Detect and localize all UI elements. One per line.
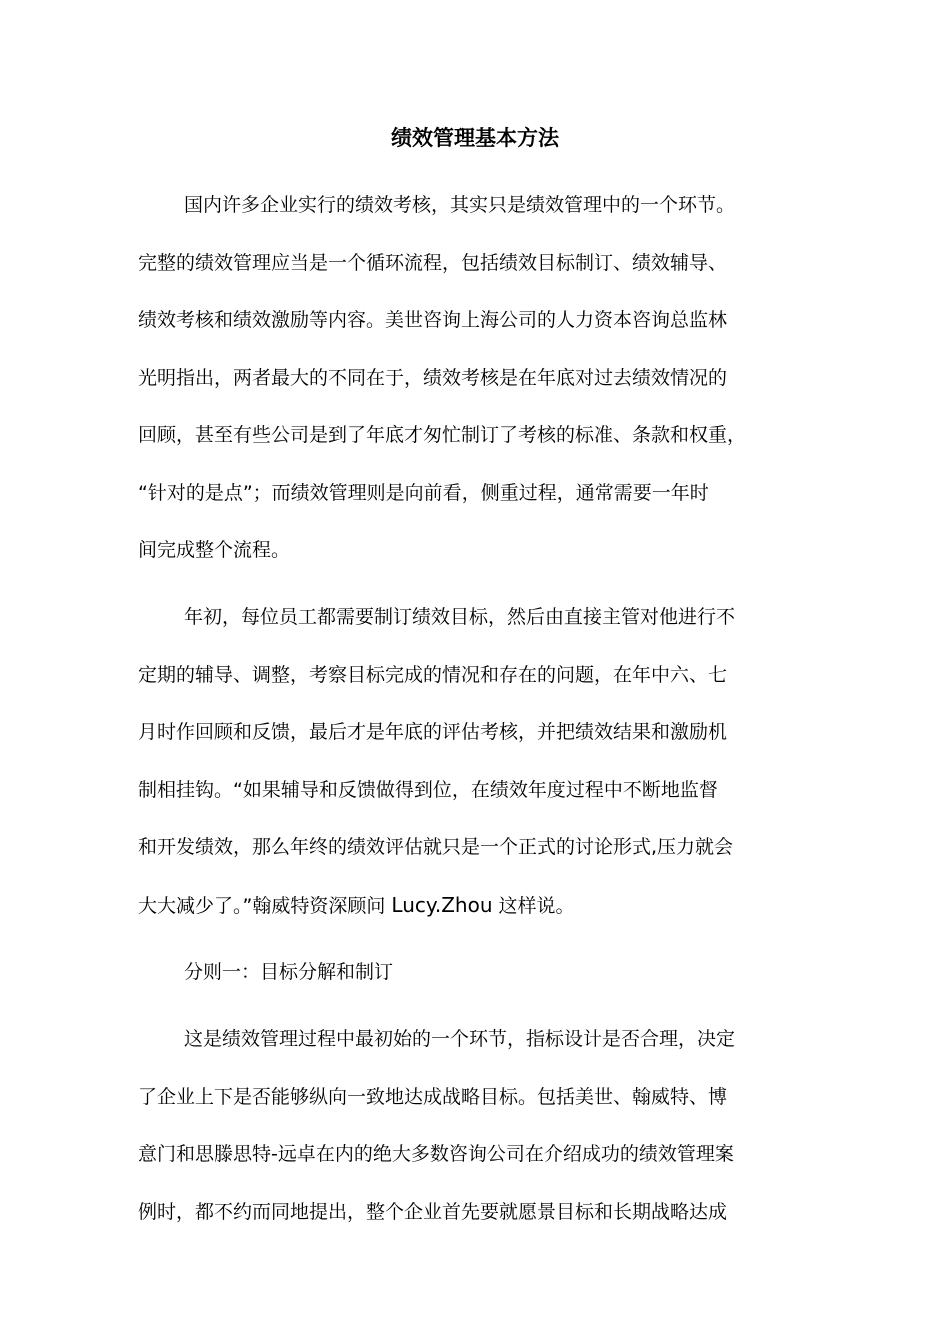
- paragraph-2-line-4: 制相挂钩。“如果辅导和反馈做得到位，在绩效年度过程中不断地监督: [138, 779, 718, 801]
- paragraph-1-line-6: “针对的是点”；而绩效管理则是向前看，侧重过程，通常需要一年时: [138, 482, 709, 504]
- paragraph-2-line-6-text-before: 大大减少了。”翰威特资深顾问: [138, 895, 386, 917]
- document-title: 绩效管理基本方法: [391, 126, 559, 150]
- paragraph-1-line-1: 国内许多企业实行的绩效考核，其实只是绩效管理中的一个环节。: [184, 194, 736, 216]
- paragraph-3-line-3: 意门和思滕思特-远卓在内的绝大多数咨询公司在介绍成功的绩效管理案: [138, 1143, 734, 1165]
- paragraph-3-line-2: 了企业上下是否能够纵向一致地达成战略目标。包括美世、翰威特、博: [138, 1086, 728, 1108]
- paragraph-3-line-1: 这是绩效管理过程中最初始的一个环节，指标设计是否合理，决定: [184, 1028, 736, 1050]
- paragraph-2-line-6: [138, 891, 575, 920]
- paragraph-1-line-4: 光明指出，两者最大的不同在于，绩效考核是在年底对过去绩效情况的: [138, 367, 728, 389]
- consultant-name: Lucy.Zhou: [391, 893, 493, 917]
- paragraph-2-line-2: 定期的辅导、调整，考察目标完成的情况和存在的问题，在年中六、七: [138, 664, 728, 686]
- paragraph-1-line-2: 完整的绩效管理应当是一个循环流程，包括绩效目标制订、绩效辅导、: [138, 252, 728, 274]
- paragraph-2-line-1: 年初，每位员工都需要制订绩效目标，然后由直接主管对他进行不: [184, 606, 736, 628]
- paragraph-3-line-4: 例时，都不约而同地提出，整个企业首先要就愿景目标和长期战略达成: [138, 1201, 728, 1223]
- section-heading-1: 分则一：目标分解和制订: [184, 961, 394, 983]
- paragraph-1-line-3: 绩效考核和绩效激励等内容。美世咨询上海公司的人力资本咨询总监林: [138, 309, 728, 331]
- paragraph-2-line-5: 和开发绩效，那么年终的绩效评估就只是一个正式的讨论形式,压力就会: [138, 836, 734, 858]
- paragraph-2-line-3: 月时作回顾和反馈，最后才是年底的评估考核，并把绩效结果和激励机: [138, 721, 728, 743]
- paragraph-1-line-5: 回顾，甚至有些公司是到了年底才匆忙制订了考核的标准、条款和权重，: [138, 424, 747, 446]
- paragraph-2-line-6-text-after: 这样说。: [498, 895, 575, 917]
- paragraph-1-line-7: 间完成整个流程。: [138, 539, 291, 561]
